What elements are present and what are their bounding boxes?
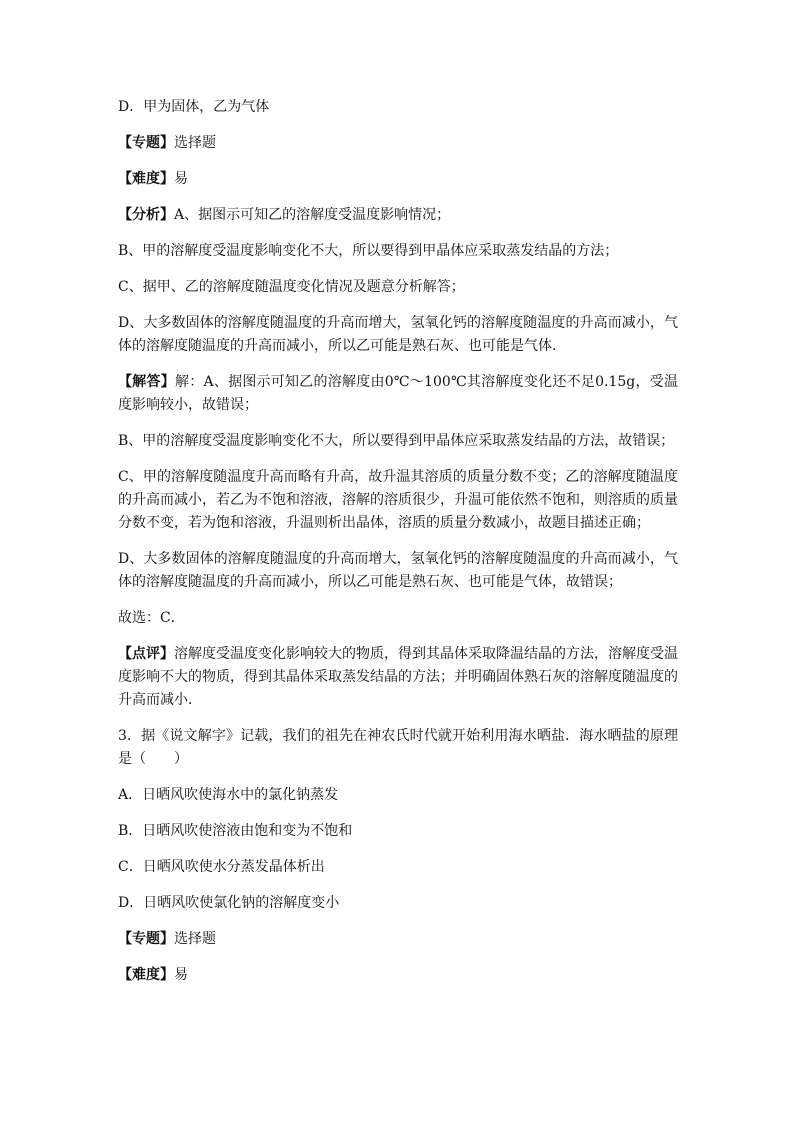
- topic-value: 选择题: [174, 135, 216, 151]
- analysis-tag: 【分析】: [118, 207, 174, 223]
- q3-option-c: C．日晒风吹使水分蒸发晶体析出: [118, 859, 325, 875]
- topic-tag: 【专题】: [118, 931, 174, 947]
- q2-option-d: D．甲为固体，乙为气体: [118, 99, 270, 115]
- q2-solution-d: D、大多数固体的溶解度随温度的升高而增大，氢氧化钙的溶解度随温度的升高而减小，气体的溶解度随温度的升高而减小，所以乙可能是熟石灰、也可能是气体，故错误；: [118, 551, 678, 590]
- analysis-text: A、据图示可知乙的溶解度受温度影响情况；: [174, 207, 451, 223]
- q3-option-d: D．日晒风吹使氯化钠的溶解度变小: [118, 895, 340, 911]
- topic-value: 选择题: [174, 931, 216, 947]
- q2-analysis-b: B、甲的溶解度受温度影响变化不大，所以要得到甲晶体应采取蒸发结晶的方法；: [118, 243, 619, 259]
- q2-answer: 故选：C．: [118, 610, 185, 626]
- topic-tag: 【专题】: [118, 135, 174, 151]
- comment-text: 溶解度受温度变化影响较大的物质，得到其晶体采取降温结晶的方法，溶解度受温度影响不大的物质，得到其晶体采取蒸发结晶的方法；并明确固体熟石灰的溶解度随温度的升高而减小．: [118, 646, 678, 708]
- document-page: [118, 96, 678, 1000]
- q2-analysis-d: D、大多数固体的溶解度随温度的升高而增大，氢氧化钙的溶解度随温度的升高而减小，气体的溶解度随温度的升高而减小，所以乙可能是熟石灰、也可能是气体．: [118, 315, 678, 354]
- difficulty-tag: 【难度】: [118, 967, 174, 983]
- q2-analysis-c: C、据甲、乙的溶解度随温度变化情况及题意分析解答；: [118, 279, 465, 295]
- q3-option-b: B．日晒风吹使溶液由饱和变为不饱和: [118, 823, 353, 839]
- difficulty-value: 易: [174, 967, 188, 983]
- q2-topic: [118, 132, 678, 155]
- q3-stem: 3．据《说文解字》记载，我们的祖先在神农氏时代就开始利用海水晒盐．海水晒盐的原理是（ ）: [118, 728, 678, 767]
- q2-solution-b: B、甲的溶解度受温度影响变化不大，所以要得到甲晶体应采取蒸发结晶的方法，故错误；: [118, 433, 675, 449]
- q2-comment: [118, 643, 678, 712]
- q3-topic: [118, 928, 678, 951]
- q2-analysis-a: [118, 204, 678, 227]
- difficulty-value: 易: [174, 171, 188, 187]
- difficulty-tag: 【难度】: [118, 171, 174, 187]
- solution-tag: 【解答】: [118, 374, 175, 390]
- q3-option-a: A．日晒风吹使海水中的氯化钠蒸发: [118, 787, 339, 803]
- q3-difficulty: [118, 964, 678, 987]
- solution-text: 解：A、据图示可知乙的溶解度由0℃～100℃其溶解度变化还不足0.15g，受温度影响较小，故错误；: [118, 374, 678, 413]
- q2-solution-c: C、甲的溶解度随温度升高而略有升高，故升温其溶质的质量分数不变；乙的溶解度随温度的升高而减小，若乙为不饱和溶液，溶解的溶质很少，升温可能依然不饱和，则溶质的质量分数不变，若为饱和溶液，升温则析出晶体，溶质的质量分数减小，故题目描述正确；: [118, 469, 678, 531]
- comment-tag: 【点评】: [118, 646, 174, 662]
- q2-difficulty: [118, 168, 678, 191]
- q2-solution-a: [118, 371, 678, 417]
